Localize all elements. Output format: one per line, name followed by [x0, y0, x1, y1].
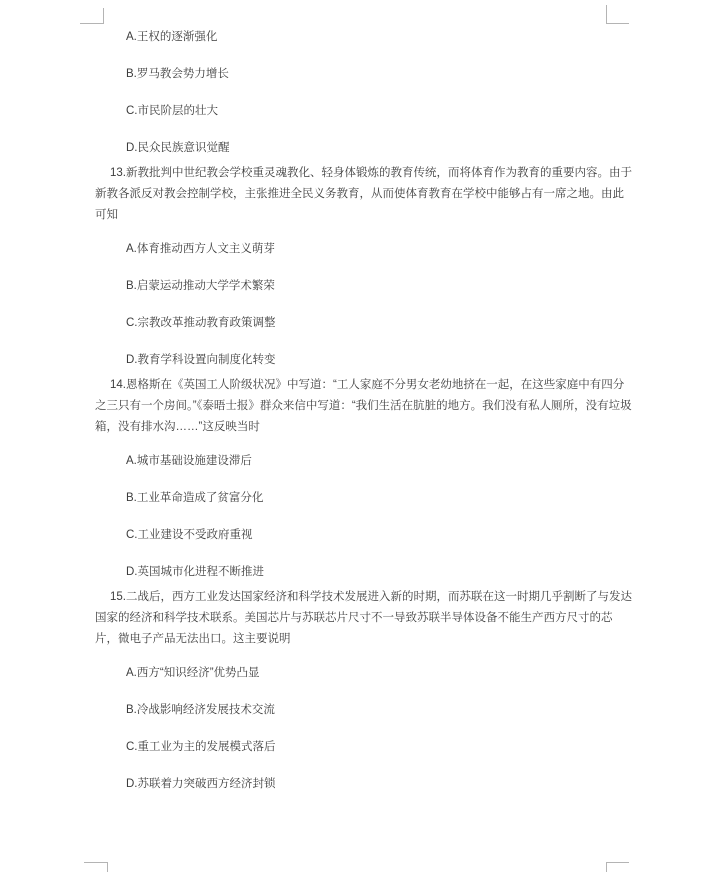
option-15-c: C.重工业为主的发展模式落后 — [126, 741, 276, 753]
option-15-b: B.冷战影响经济发展技术交流 — [126, 704, 275, 716]
question-15-text: 15.二战后，西方工业发达国家经济和科学技术发展进入新的时期，而苏联在这一时期几乎割断了与发达国家的经济和科学技术联系。美国芯片与苏联芯片尺寸不一导致苏联半导体设备不能生产西方尺寸的芯片，微电子产品无法出口。这主要说明 — [95, 591, 632, 645]
text-boundary-mark-bottom-right — [606, 862, 629, 872]
option-13-b: B.启蒙运动推动大学学术繁荣 — [126, 280, 275, 292]
question-14-text: 14.恩格斯在《英国工人阶级状况》中写道：“工人家庭不分男女老幼地挤在一起，在这些家庭中有四分之三只有一个房间。”《泰晤士报》群众来信中写道：“我们生活在肮脏的地方。我们没有私人厕所，没有垃圾箱，没有排水沟……”这反映当时 — [95, 379, 632, 433]
option-12-a: A.王权的逐渐强化 — [126, 31, 218, 43]
text-boundary-mark-top-left — [80, 8, 104, 24]
option-14-c: C.工业建设不受政府重视 — [126, 529, 253, 541]
option-15-d: D.苏联着力突破西方经济封锁 — [126, 778, 276, 790]
option-12-d: D.民众民族意识觉醒 — [126, 142, 230, 154]
option-13-d: D.教育学科设置向制度化转变 — [126, 354, 276, 366]
option-12-c: C.市民阶层的壮大 — [126, 105, 218, 117]
option-12-b: B.罗马教会势力增长 — [126, 68, 229, 80]
option-14-b: B.工业革命造成了贫富分化 — [126, 492, 264, 504]
option-14-d: D.英国城市化进程不断推进 — [126, 566, 264, 578]
option-14-a: A.城市基础设施建设滞后 — [126, 455, 252, 467]
option-13-a: A.体育推动西方人文主义萌芽 — [126, 243, 275, 255]
text-boundary-mark-top-right — [606, 5, 629, 24]
option-15-a: A.西方“知识经济”优势凸显 — [126, 667, 260, 679]
text-boundary-mark-bottom-left — [84, 862, 108, 872]
document-content — [95, 27, 635, 799]
option-13-c: C.宗教改革推动教育政策调整 — [126, 317, 276, 329]
question-13-text: 13.新教批判中世纪教会学校重灵魂教化、轻身体锻炼的教育传统，而将体育作为教育的重要内容。由于新教各派反对教会控制学校，主张推进全民义务教育，从而使体育教育在学校中能够占有一席之地。由此可知 — [95, 167, 632, 221]
